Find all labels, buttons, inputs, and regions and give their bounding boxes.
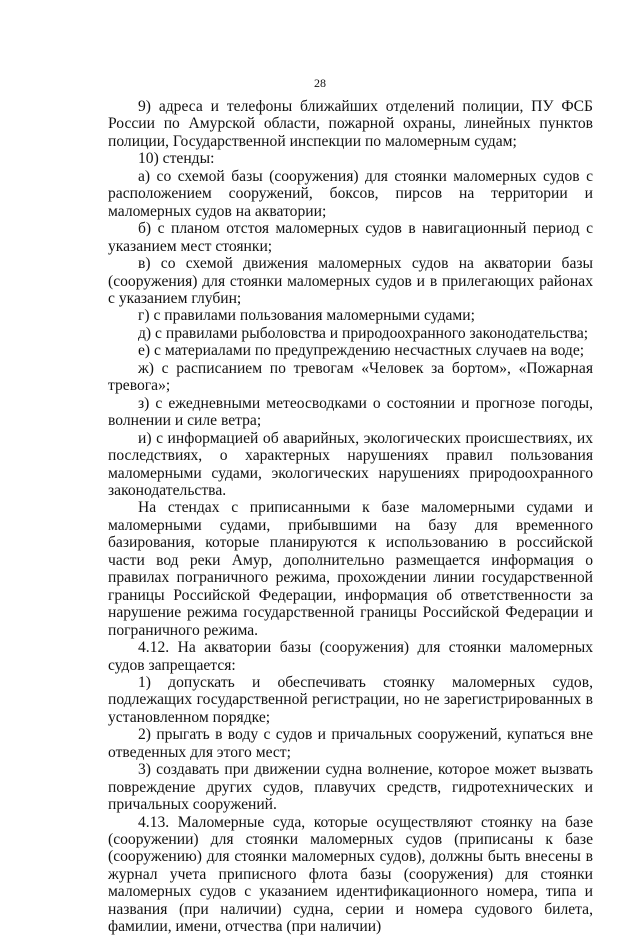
paragraph-item-9-addresses: 9) адреса и телефоны ближайших отделений полиции, ПУ ФСБ России по Амурской области, пожарной охраны, линейных пунктов полиции, Государственной инспекции по маломерным судам;: [108, 98, 593, 150]
paragraph-border-info: На стендах с приписанными к базе маломерными судами и маломерными судами, прибывшими на базу для временного базирования, которые планируются к использованию в российской части вод реки Амур, дополнительно размещается информация о правилах пограничного режима, прохождении линии государственной границы Российской Федерации, информация об ответственности за нарушение режима государственной границы Российской Федерации и пограничного режима.: [108, 499, 593, 639]
paragraph-stand-i: и) с информацией об аварийных, экологических происшествиях, их последствиях, о характерных нарушениях правил пользования маломерными судами, экологических нарушениях природоохранного законодательства.: [108, 429, 593, 499]
paragraph-stand-d: д) с правилами рыболовства и природоохранного законодательства;: [138, 324, 589, 342]
paragraph-prohibited-1: 1) допускать и обеспечивать стоянку маломерных судов, подлежащих государственной регистрации, но не зарегистрированных в установленном порядке;: [108, 673, 593, 726]
paragraph-prohibited-3: 3) создавать при движении судна волнение, которое может вызвать повреждение других судов, плавучих средств, гидротехнических и причальных сооружений.: [108, 761, 593, 814]
paragraph-stand-zh: ж) с расписанием по тревогам «Человек за бортом», «Пожарная тревога»;: [108, 359, 593, 395]
paragraph-stand-e: е) с материалами по предупреждению несчастных случаев на воде;: [138, 342, 585, 360]
paragraph-stand-v: в) со схемой движения маломерных судов на акватории базы (сооружения) для стоянки маломерных судов и в прилегающих районах с указанием глубин;: [108, 255, 593, 307]
paragraph-section-4-13: 4.13. Маломерные суда, которые осуществляют стоянку на базе (сооружении) для стоянки маломерных судов (приписаны к базе (сооружению) для стоянки маломерных судов), должны быть внесены в журнал учета приписного флота базы (сооружения) для стоянки маломерных судов с указанием идентификационного номера, типа и названия (при наличии) судна, серии и номера судового билета, фамилии, имени, отчества (при наличии): [108, 813, 593, 936]
paragraph-stand-z: з) с ежедневными метеосводками о состоянии и прогнозе погоды, волнении и силе ветра;: [108, 394, 593, 430]
page-number: 28: [314, 76, 326, 90]
paragraph-stand-b: б) с планом отстоя маломерных судов в навигационный период с указанием мест стоянки;: [108, 220, 593, 255]
paragraph-stand-a: а) со схемой базы (сооружения) для стоянки маломерных судов с расположением сооружений, боксов, пирсов на территории и маломерных судов на акватории;: [108, 167, 593, 220]
paragraph-section-4-12: 4.12. На акватории базы (сооружения) для стоянки маломерных судов запрещается:: [108, 639, 593, 674]
paragraph-prohibited-2: 2) прыгать в воду с судов и причальных сооружений, купаться вне отведенных для этого мест;: [108, 726, 593, 761]
document-body: [108, 98, 593, 936]
paragraph-stand-g: г) с правилами пользования маломерными судами;: [138, 307, 475, 325]
paragraph-item-10-stands: 10) стенды:: [138, 150, 215, 168]
